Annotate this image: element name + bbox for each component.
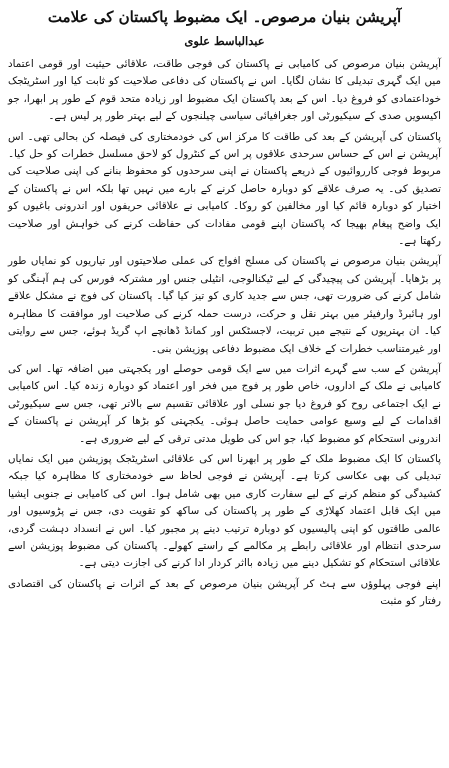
article-headline: آپریشن بنیان مرصوص۔ ایک مضبوط پاکستان کی علامت bbox=[47, 8, 402, 26]
article-paragraph: آپریشن کے سب سے گہرے اثرات میں سے ایک قومی حوصلے اور یکجہتی میں اضافہ تھا۔ اس کی کامیابی نے ملک کے اداروں، خاص طور پر فوج میں فخر اور اعتماد کو دوبارہ زندہ کیا۔ اس کامیابی نے ایک اجتماعی روح کو فروغ دیا جو نسلی اور علاقائی تقسیم سے بالاتر تھی، جس سے سیکیورٹی اقدامات کے لیے وسیع عوامی حمایت حاصل ہوئی۔ یکجہتی کو بڑھا کر آپریشن نے پاکستان کے اندرونی استحکام کو مضبوط کیا، جو اس کی طویل مدتی ترقی کے لیے ضروری ہے۔ bbox=[8, 362, 441, 445]
article-paragraph: اپنے فوجی پہلوؤں سے ہٹ کر آپریشن بنیان مرصوص کے بعد کے اثرات نے پاکستان کی اقتصادی رفتار کو مثبت bbox=[8, 577, 441, 608]
author-byline: عبدالباسط علوی bbox=[184, 34, 265, 48]
article-body bbox=[8, 56, 441, 611]
article-paragraph: آپریشن بنیان مرصوص کی کامیابی نے پاکستان کی فوجی طاقت، علاقائی حیثیت اور قومی اعتماد میں ایک گہری تبدیلی کا نشان لگایا۔ اس نے پاکستان کی دفاعی صلاحیت کو ثابت کیا اور اسٹریٹجک خوداعتمادی کو فروغ دیا۔ اس کے بعد پاکستان ایک مضبوط اور زیادہ متحد قوم کے طور پر ابھرا، جو اکیسویں صدی کے سیکیورٹی اور جغرافیائی سیاسی چیلنجوں کے لیے بہتر طور پر لیس ہے۔ bbox=[8, 58, 441, 123]
article-paragraph: پاکستان کا ایک مضبوط ملک کے طور پر ابھرنا اس کی علاقائی اسٹریٹجک پوزیشن میں ایک نمایاں تبدیلی کی بھی عکاسی کرتا ہے۔ آپریشن نے فوجی لحاظ سے خودمختاری کا مظاہرہ کیا جبکہ کشیدگی کو منظم کرنے کے لیے سفارت کاری میں بھی شامل ہوا۔ اس کی کامیابی نے جنوبی ایشیا میں ایک قابل اعتماد کھلاڑی کے طور پر پاکستان کی ساکھ کو تقویت دی، جس نے پڑوسیوں اور عالمی طاقتوں کو اپنی پالیسیوں کو دوبارہ ترتیب دینے پر مجبور کیا۔ اس نے انسداد دہشت گردی، سرحدی انتظام اور علاقائی رابطے پر مکالمے کے راستے کھولے۔ پاکستان کی مضبوط پوزیشن اسے علاقائی استحکام کو تشکیل دینے میں زیادہ بااثر کردار ادا کرنے کی اجازت دیتی ہے۔ bbox=[8, 452, 441, 570]
article-paragraph: آپریشن بنیان مرصوص نے پاکستان کی مسلح افواج کی عملی صلاحیتوں اور تیاریوں کو نمایاں طور پر بڑھایا۔ آپریشن کی پیچیدگی کے لیے ٹیکنالوجی، انٹیلی جنس اور مشترکہ فورس کی ہم آہنگی کو شامل کرنے کی ضرورت تھی، جس سے جدید کاری کو تیز کیا گیا۔ پاکستان کی فوج نے مشکل علاقے اور ہائبرڈ وارفیئر میں بہتر نقل و حرکت، درست حملہ کرنے کی صلاحیت اور موافقت کا مظاہرہ کیا۔ ان بہتریوں کے نتیجے میں تربیت، لاجسٹکس اور کمانڈ ڈھانچے اپ گریڈ ہوئے، جس سے روایتی اور غیرمتناسب خطرات کے خلاف ایک مضبوط دفاعی پوزیشن بنی۔ bbox=[8, 255, 441, 355]
article-paragraph: پاکستان کی آپریشن کے بعد کی طاقت کا مرکز اس کی خودمختاری کی فیصلہ کن بحالی تھی۔ اس آپریشن نے اس کے حساس سرحدی علاقوں پر اس کے کنٹرول کو لاحق مسلسل خطرات کو حل کیا۔ مربوط فوجی کارروائیوں کے ذریعے پاکستان نے اپنی سرحدوں کو محفوظ بنانے کی اپنی صلاحیت کی تصدیق کی۔ یہ صرف علاقے کو دوبارہ حاصل کرنے کے بارے میں نہیں تھا بلکہ اس نے پاکستان کے اختیار کو دوبارہ قائم کیا اور مخالفین کو روکا۔ کامیابی نے علاقائی حریفوں اور اندرونی باغیوں کو ایک واضح پیغام بھیجا کہ پاکستان اپنے قومی مفادات کی حفاظت کرنے کی خواہش اور صلاحیت رکھتا ہے۔ bbox=[8, 130, 441, 248]
